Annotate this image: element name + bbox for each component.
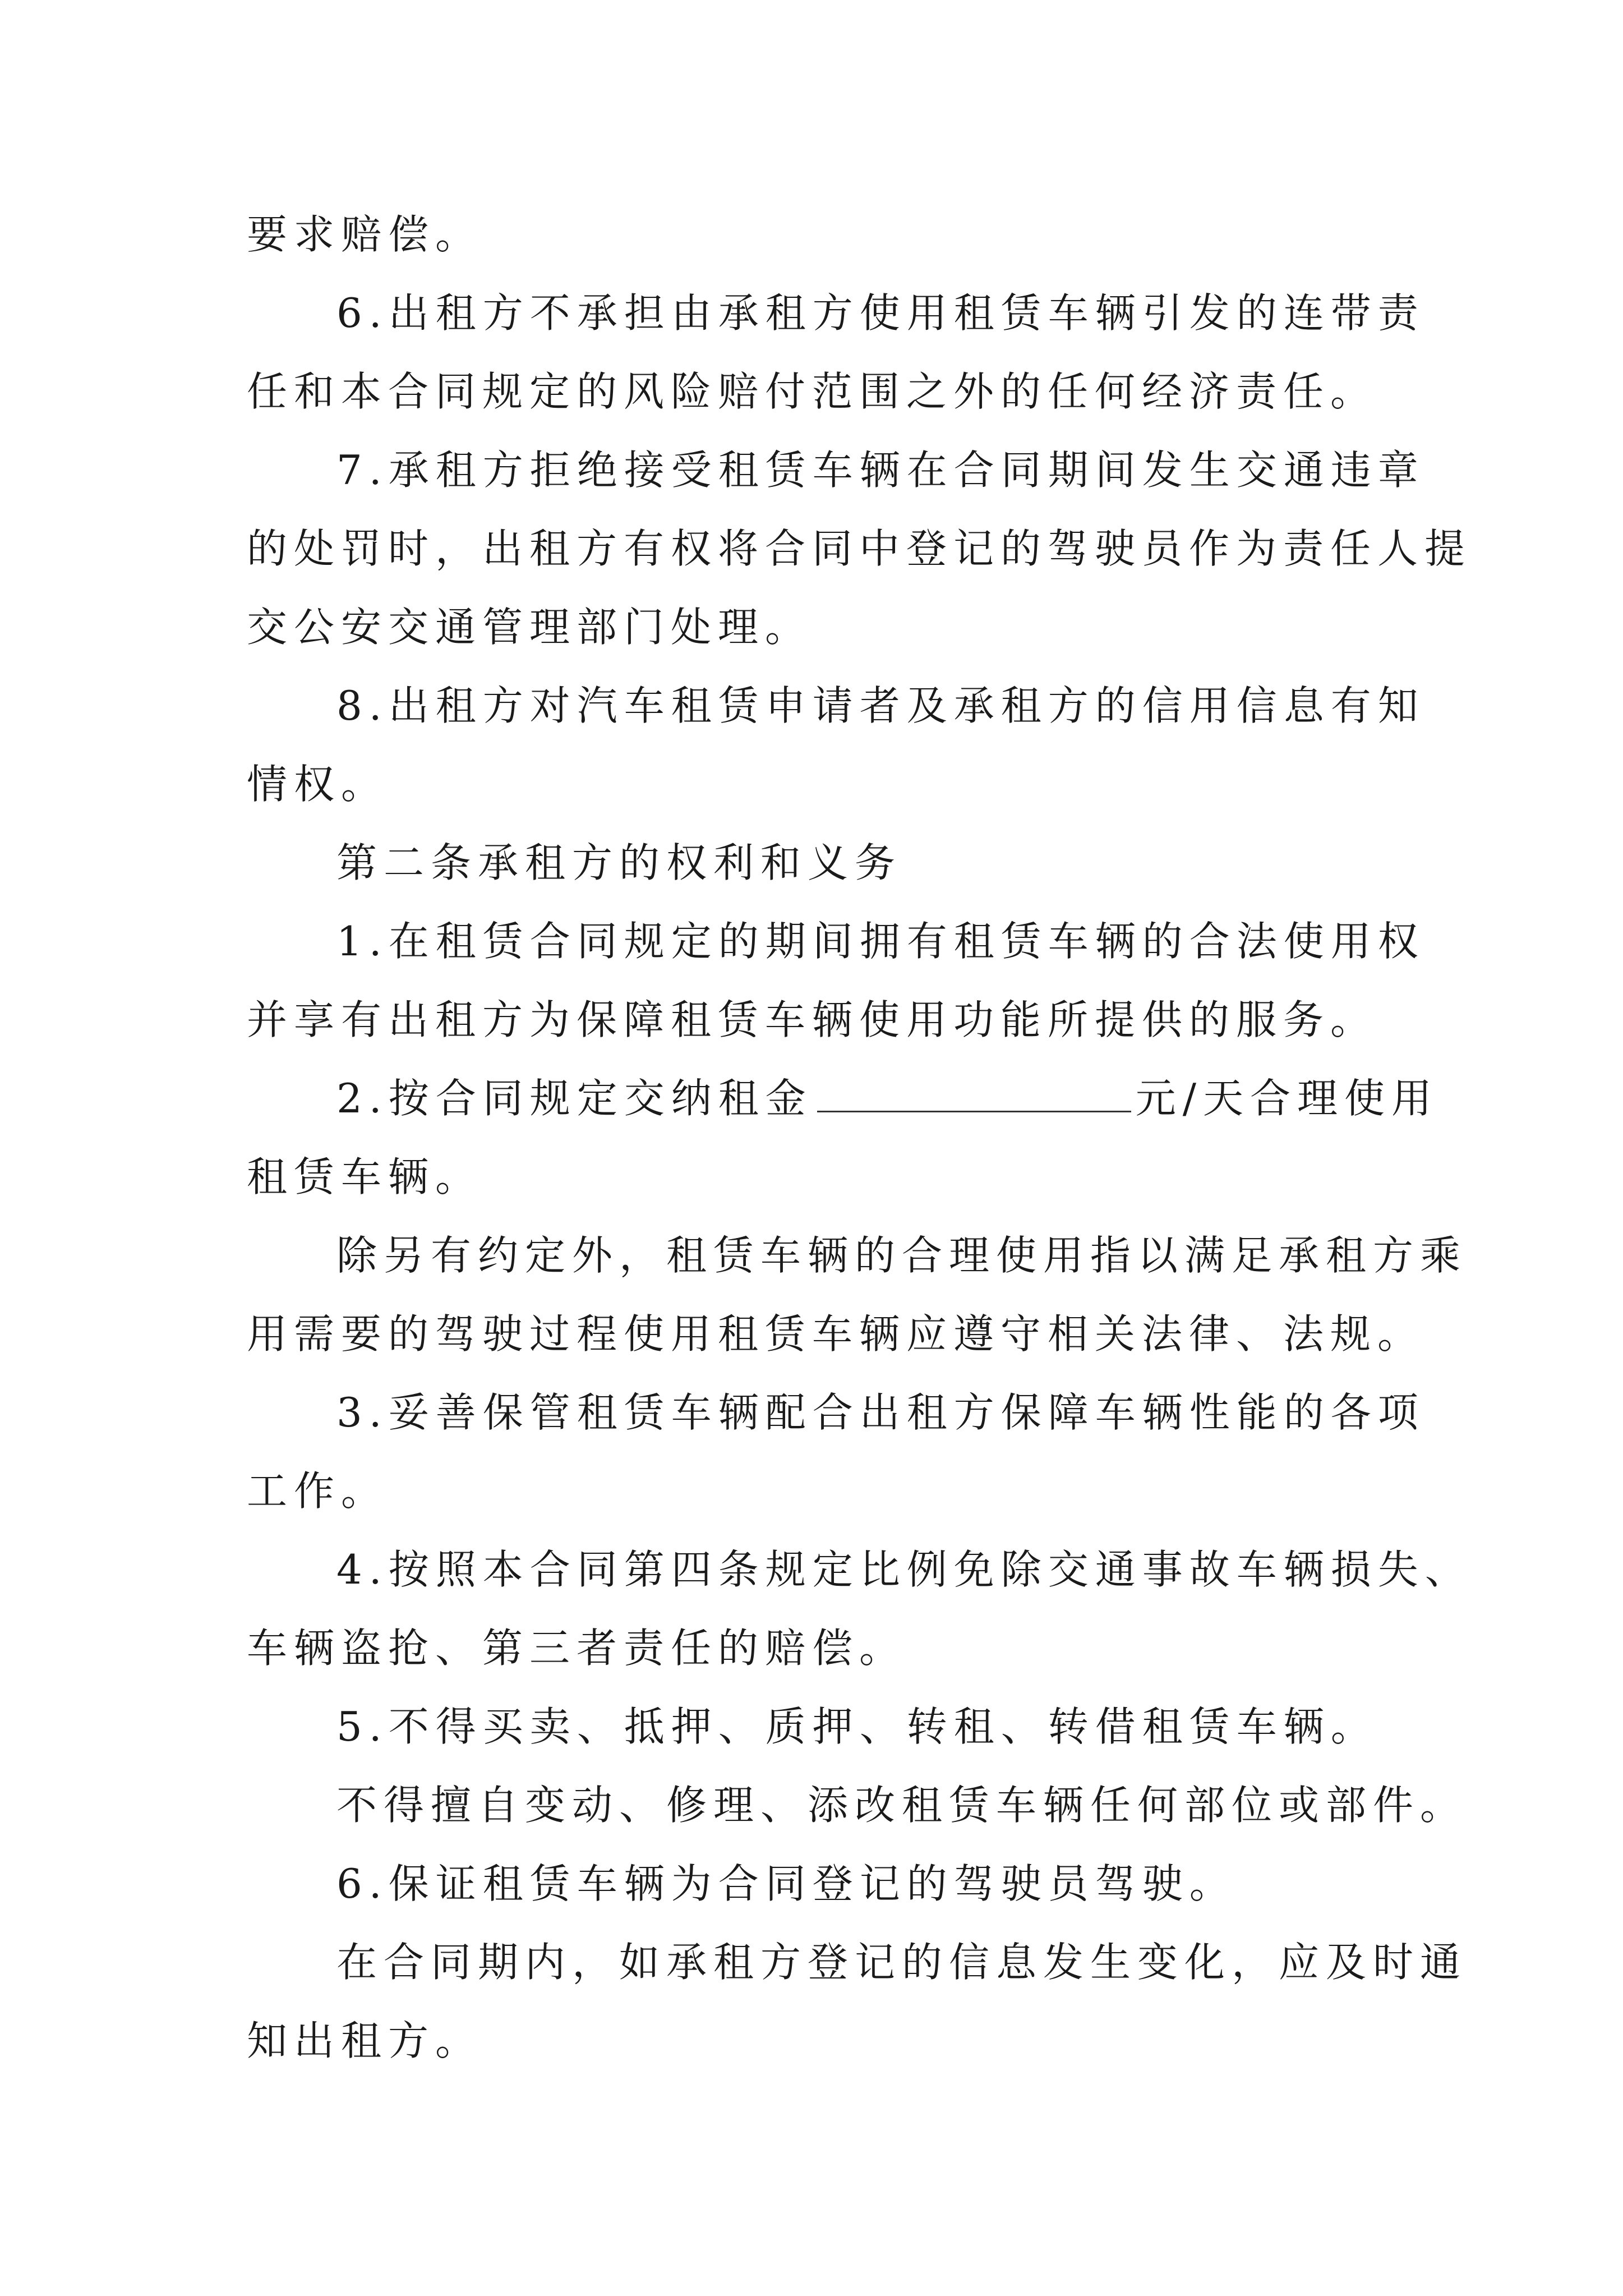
item-6-line-2: 在合同期内，如承租方登记的信息发生变化，应及时通 xyxy=(336,1939,1468,1986)
reasonable-use-line-2: 用需要的驾驶过程使用租赁车辆应遵守相关法律、法规。 xyxy=(247,1310,1425,1358)
clause-7-line-2: 的处罚时，出租方有权将合同中登记的驾驶员作为责任人提 xyxy=(247,525,1472,572)
item-2-line-2: 租赁车辆。 xyxy=(247,1153,483,1200)
item-4-line-1: 4.按照本合同第四条规定比例免除交通事故车辆损失、 xyxy=(336,1546,1472,1593)
item-5-line-1: 5.不得买卖、抵押、质押、转租、转借租赁车辆。 xyxy=(336,1703,1378,1750)
document-body xyxy=(247,208,1472,2092)
clause-7-line-1: 7.承租方拒绝接受租赁车辆在合同期间发生交通违章 xyxy=(336,447,1425,494)
item-4-line-2: 车辆盗抢、第三者责任的赔偿。 xyxy=(247,1625,907,1672)
item-2-text-after-blank: 元/天合理使用 xyxy=(1135,1075,1438,1122)
text-line: 要求赔偿。 xyxy=(247,211,483,258)
reasonable-use-line-1: 除另有约定外，租赁车辆的合理使用指以满足承租方乘 xyxy=(336,1232,1468,1279)
rent-amount-blank xyxy=(817,1071,1131,1112)
clause-8-line-1: 8.出租方对汽车租赁申请者及承租方的信用信息有知 xyxy=(336,682,1425,729)
item-6-line-1: 6.保证租赁车辆为合同登记的驾驶员驾驶。 xyxy=(336,1860,1237,1907)
item-3-line-2: 工作。 xyxy=(247,1467,389,1515)
item-2-line-1 xyxy=(247,1071,1438,1125)
section-heading: 第二条承租方的权利和义务 xyxy=(336,839,902,886)
item-1-line-2: 并享有出租方为保障租赁车辆使用功能所提供的服务。 xyxy=(247,996,1378,1043)
clause-6-line-1: 6.出租方不承担由承租方使用租赁车辆引发的连带责 xyxy=(336,289,1425,337)
item-6-line-3: 知出租方。 xyxy=(247,2017,483,2064)
clause-8-line-2: 情权。 xyxy=(247,761,389,808)
clause-7-line-3: 交公安交通管理部门处理。 xyxy=(247,604,813,651)
item-3-line-1: 3.妥善保管租赁车辆配合出租方保障车辆性能的各项 xyxy=(336,1389,1425,1436)
item-2-text-before-blank: 2.按合同规定交纳租金 xyxy=(336,1075,813,1122)
item-1-line-1: 1.在租赁合同规定的期间拥有租赁车辆的合法使用权 xyxy=(336,918,1425,965)
item-5-line-2: 不得擅自变动、修理、添改租赁车辆任何部位或部件。 xyxy=(336,1782,1468,1829)
clause-6-line-2: 任和本合同规定的风险赔付范围之外的任何经济责任。 xyxy=(247,368,1378,415)
